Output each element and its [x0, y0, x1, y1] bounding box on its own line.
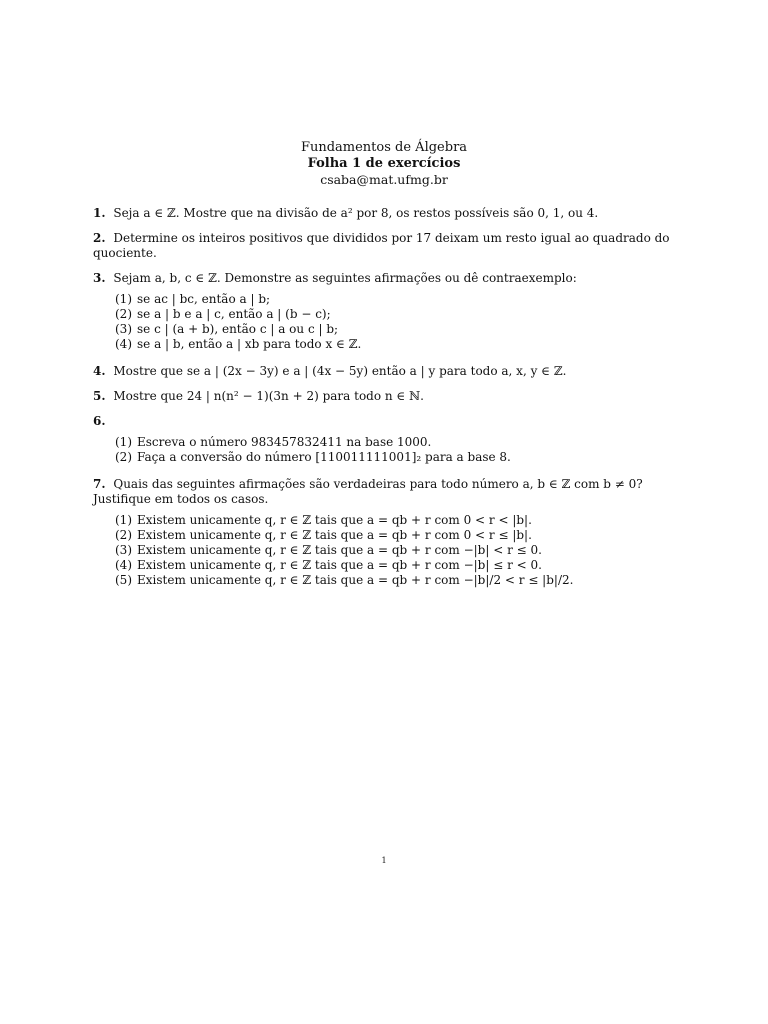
list-item	[115, 322, 683, 337]
exercise-6	[93, 414, 683, 465]
exercise-text: Mostre que se a | (2x − 3y) e a | (4x − 5y) então a | y para todo a, x, y ∈ ℤ.	[113, 364, 567, 378]
exercise-number: 2.	[93, 231, 106, 245]
item-label: (2)	[115, 528, 132, 542]
exercise-2	[93, 231, 683, 261]
exercise-text: Quais das seguintes afirmações são verdadeiras para todo número a, b ∈ ℤ com b ≠ 0? Justifique em todos os casos.	[93, 477, 643, 506]
exercise-number: 5.	[93, 389, 106, 403]
author-email: csaba@mat.ufmg.br	[320, 172, 448, 187]
exercise-7	[93, 477, 683, 588]
list-item	[115, 292, 683, 307]
list-item	[115, 513, 683, 528]
exercise-text: Sejam a, b, c ∈ ℤ. Demonstre as seguintes afirmações ou dê contraexemplo:	[113, 271, 577, 285]
list-item	[115, 307, 683, 322]
list-item	[115, 528, 683, 543]
list-item	[115, 558, 683, 573]
item-label: (1)	[115, 513, 132, 527]
exercise-number: 7.	[93, 477, 106, 491]
item-label: (4)	[115, 337, 132, 351]
item-text: se c | (a + b), então c | a ou c | b;	[137, 322, 339, 336]
exercise-text: Determine os inteiros positivos que divididos por 17 deixam um resto igual ao quadrado do quociente.	[93, 231, 670, 260]
item-label: (4)	[115, 558, 132, 572]
item-label: (1)	[115, 292, 132, 306]
item-text: se a | b e a | c, então a | (b − c);	[137, 307, 331, 321]
exercise-3	[93, 271, 683, 352]
exercise-number: 3.	[93, 271, 106, 285]
item-label: (5)	[115, 573, 132, 587]
document-header	[0, 140, 768, 188]
item-label: (2)	[115, 307, 132, 321]
item-label: (2)	[115, 450, 132, 464]
item-text: Escreva o número 983457832411 na base 1000.	[137, 435, 432, 449]
item-label: (3)	[115, 543, 132, 557]
item-text: se ac | bc, então a | b;	[137, 292, 271, 306]
page-number: 1	[381, 856, 387, 865]
exercise-3-items	[115, 292, 683, 352]
item-label: (3)	[115, 322, 132, 336]
exercise-list	[93, 206, 683, 600]
exercise-6-items	[115, 435, 683, 465]
item-text: se a | b, então a | xb para todo x ∈ ℤ.	[137, 337, 362, 351]
exercise-number: 4.	[93, 364, 106, 378]
list-item	[115, 543, 683, 558]
item-text: Existem unicamente q, r ∈ ℤ tais que a = qb + r com −|b| < r ≤ 0.	[137, 543, 542, 557]
exercise-text: Seja a ∈ ℤ. Mostre que na divisão de a² por 8, os restos possíveis são 0, 1, ou 4.	[113, 206, 599, 220]
exercise-5	[93, 389, 683, 404]
course-title: Fundamentos de Álgebra	[300, 140, 468, 155]
exercise-4	[93, 364, 683, 379]
item-text: Faça a conversão do número [110011111001]₂ para a base 8.	[137, 450, 511, 464]
item-text: Existem unicamente q, r ∈ ℤ tais que a = qb + r com 0 < r < |b|.	[137, 513, 532, 527]
list-item	[115, 435, 683, 450]
item-label: (1)	[115, 435, 132, 449]
exercise-number: 6.	[93, 414, 106, 428]
exercise-1	[93, 206, 683, 221]
list-item	[115, 337, 683, 352]
exercise-number: 1.	[93, 206, 106, 220]
item-text: Existem unicamente q, r ∈ ℤ tais que a = qb + r com −|b| ≤ r < 0.	[137, 558, 542, 572]
item-text: Existem unicamente q, r ∈ ℤ tais que a = qb + r com 0 < r ≤ |b|.	[137, 528, 532, 542]
sheet-title: Folha 1 de exercícios	[307, 156, 461, 171]
list-item	[115, 450, 683, 465]
list-item	[115, 573, 683, 588]
item-text: Existem unicamente q, r ∈ ℤ tais que a = qb + r com −|b|/2 < r ≤ |b|/2.	[137, 573, 574, 587]
exercise-7-items	[115, 513, 683, 588]
exercise-text: Mostre que 24 | n(n² − 1)(3n + 2) para todo n ∈ ℕ.	[113, 389, 424, 403]
